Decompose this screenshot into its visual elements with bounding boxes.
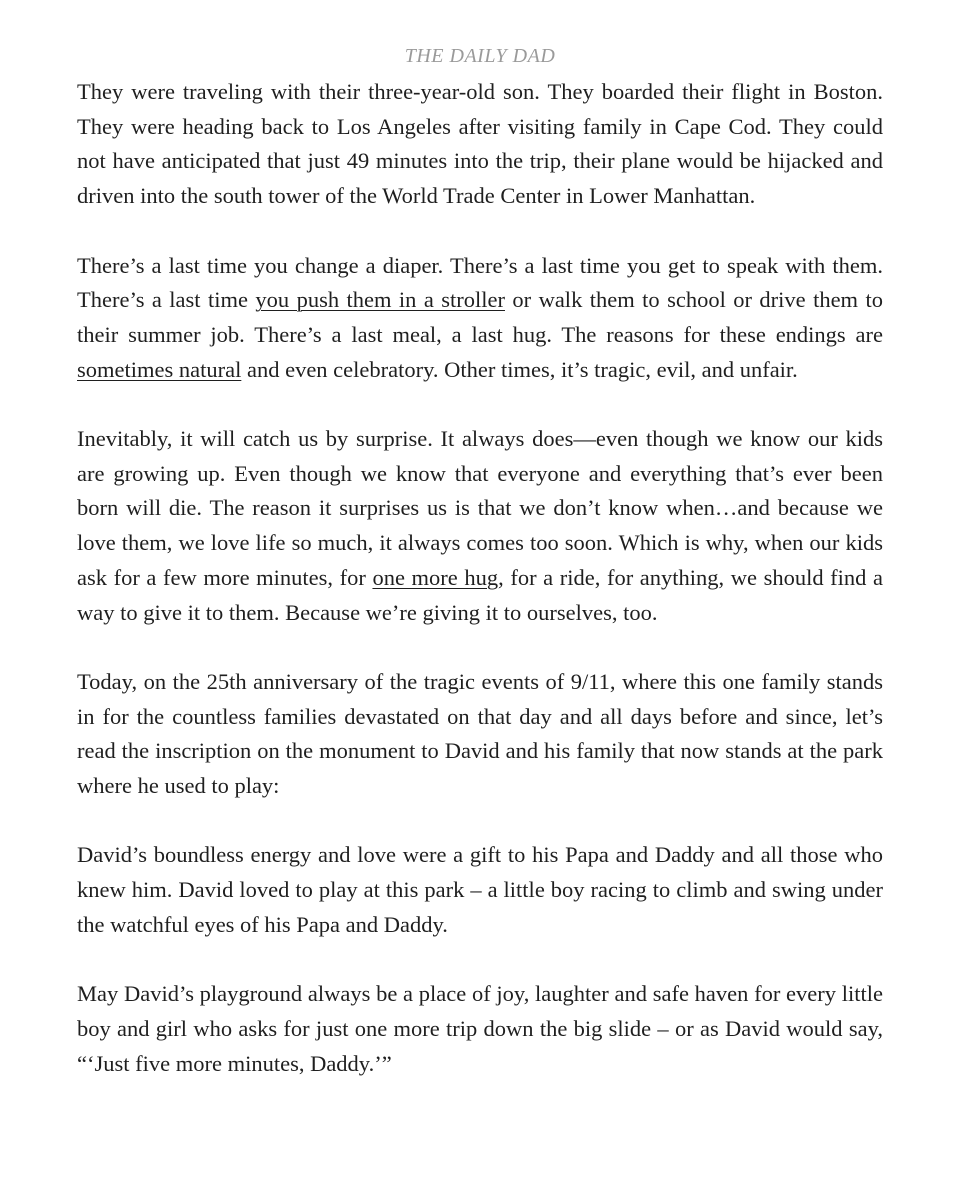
sometimes-natural-link[interactable]: sometimes natural <box>77 356 242 382</box>
publication-title: THE DAILY DAD <box>404 45 556 67</box>
paragraph-2-text-c: and even celebratory. Other times, it’s tragic, evil, and unfair. <box>241 356 798 382</box>
paragraph-3-text-a: Inevitably, it will catch us by surprise. It always does—even though we know our kids are growing up. Even though we know that everyone and everything that’s ever been born will die. The reason it surprises us is that we don’t know when…and because we love them, we love life so much, it always comes too soon. Which is why, when our kids ask for a few more minutes, for <box>77 426 883 590</box>
paragraph-3 <box>77 422 883 630</box>
paragraph-4: Today, on the 25th anniversary of the tragic events of 9/11, where this one family stands in for the countless families devastated on that day and all days before and since, let’s read the inscription on the monument to David and his family that now stands at the park where he used to play: <box>77 668 883 799</box>
paragraph-3-text-b: , for a ride, for anything, we should find a way to give it to them. Because we’re giving it to ourselves, too. <box>77 564 884 625</box>
one-more-hug-link[interactable]: one more hug <box>372 564 499 590</box>
article-body <box>77 75 883 1081</box>
paragraph-6: May David’s playground always be a place of joy, laughter and safe haven for every little boy and girl who asks for just one more trip down the big slide – or as David would say, “‘Just five more minutes, Daddy.’” <box>77 981 883 1076</box>
stroller-link[interactable]: you push them in a stroller <box>255 287 505 313</box>
paragraph-1: They were traveling with their three-year-old son. They boarded their flight in Boston. They were heading back to Los Angeles after visiting family in Cape Cod. They could not have anticipated that just 49 minutes into the trip, their plane would be hijacked and driven into the south tower of the World Trade Center in Lower Manhattan. <box>77 79 883 209</box>
paragraph-2-text-a: There’s a last time you change a diaper. There’s a last time you get to speak with them. There’s a last time <box>77 252 883 313</box>
paragraph-2 <box>77 249 883 388</box>
paragraph-5: David’s boundless energy and love were a gift to his Papa and Daddy and all those who knew him. David loved to play at this park – a little boy racing to climb and swing under the watchful eyes of his Papa and Daddy. <box>77 842 883 937</box>
paragraph-2-text-b: or walk them to school or drive them to their summer job. There’s a last meal, a last hug. The reasons for these endings are <box>77 287 883 347</box>
